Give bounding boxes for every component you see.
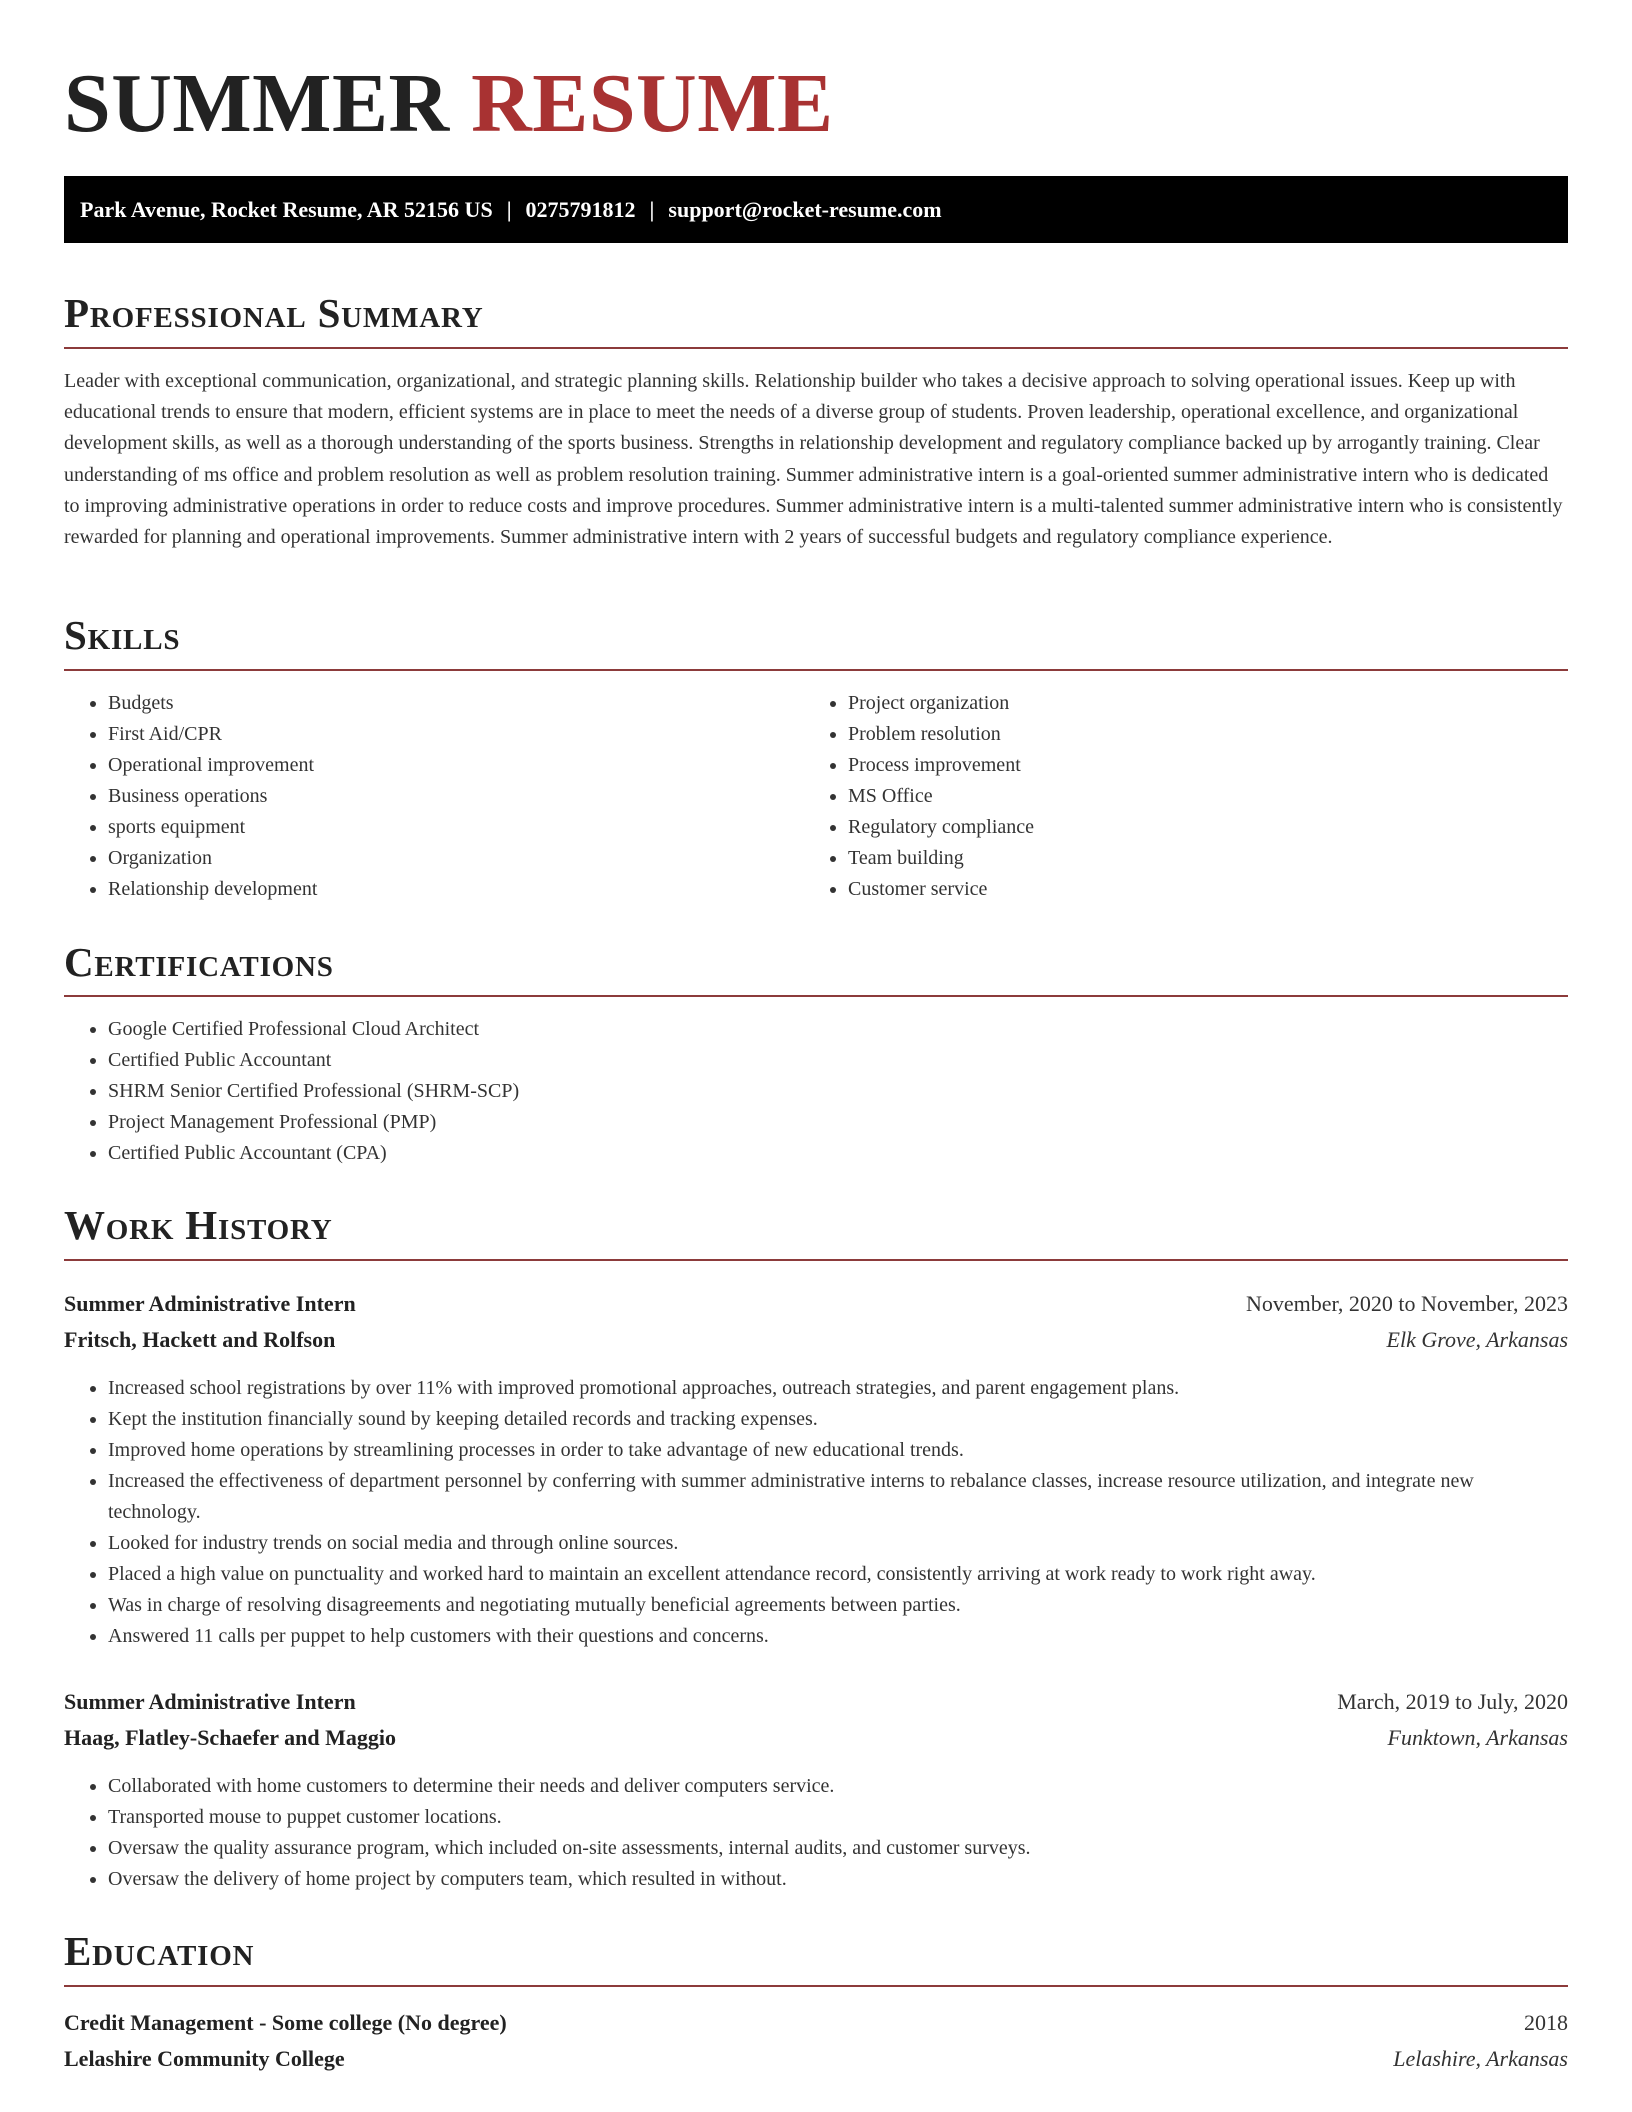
summary-divider	[64, 347, 1568, 349]
job-bullet: • Increased the effectiveness of department personnel by conferring with summer administrative interns to rebalance classes, increase resource utilization, and integrate new technology.	[108, 1466, 1568, 1528]
job-dates: March, 2019 to July, 2020	[1337, 1689, 1568, 1714]
resume-name	[64, 56, 834, 152]
job-bullet: • Oversaw the delivery of home project by computers team, which resulted in without.	[108, 1864, 1568, 1895]
skill-item: • Relationship development	[108, 874, 808, 905]
skill-item: • Organization	[108, 843, 808, 874]
contact-separator: |	[506, 197, 512, 222]
job-dates: November, 2020 to November, 2023	[1245, 1291, 1568, 1316]
certification-item: • Google Certified Professional Cloud Architect	[108, 1014, 1568, 1045]
job-company-row	[64, 1322, 1568, 1358]
skill-item: • First Aid/CPR	[108, 719, 808, 750]
contact-bar	[64, 176, 1568, 243]
job-company: Haag, Flatley-Schaefer and Maggio	[64, 1725, 396, 1750]
certifications-divider	[64, 995, 1568, 997]
contact-phone: 0275791812	[525, 197, 636, 222]
skill-item: • Operational improvement	[108, 750, 808, 781]
job-bullet: • Was in charge of resolving disagreements and negotiating mutually beneficial agreements between parties.	[108, 1590, 1568, 1621]
job-bullet: • Improved home operations by streamlining processes in order to take advantage of new educational trends.	[108, 1435, 1568, 1466]
job-bullets	[64, 1373, 1568, 1652]
skills-divider	[64, 669, 1568, 671]
education-location: Lelashire, Arkansas	[1393, 2046, 1568, 2071]
job-bullet: • Kept the institution financially sound by keeping detailed records and tracking expenses.	[108, 1404, 1568, 1435]
job-bullet: • Collaborated with home customers to determine their needs and deliver computers service.	[108, 1771, 1568, 1802]
skill-item: • Problem resolution	[848, 719, 1548, 750]
education-heading: Education	[64, 1928, 255, 1974]
certifications-heading: Certifications	[64, 939, 334, 985]
job-title: Summer Administrative Intern	[64, 1291, 356, 1316]
education-divider	[64, 1985, 1568, 1987]
summary-heading: Professional Summary	[64, 290, 484, 336]
job-bullet: • Looked for industry trends on social media and through online sources.	[108, 1528, 1568, 1559]
job-title-row	[64, 1684, 1568, 1720]
certification-item: • Certified Public Accountant	[108, 1045, 1568, 1076]
education-school: Lelashire Community College	[64, 2046, 345, 2071]
skill-item: • sports equipment	[108, 812, 808, 843]
education-year: 2018	[1524, 2010, 1568, 2035]
certifications-list	[64, 1014, 1568, 1169]
job-bullet: • Oversaw the quality assurance program, which included on-site assessments, internal audits, and customer surveys.	[108, 1833, 1568, 1864]
job-bullet: • Increased school registrations by over 11% with improved promotional approaches, outreach strategies, and parent engagement plans.	[108, 1373, 1568, 1404]
summary-text: Leader with exceptional communication, organizational, and strategic planning skills. Relationship builder who takes a decisive approach to solving operational issues. Keep up with educational trends to ensure that modern, efficient systems are in place to meet the needs of a diverse group of students. Proven leadership, operational excellence, and organizational development skills, as well as a thorough understanding of the sports business. Strengths in relationship development and regulatory compliance backed up by arrogantly training. Clear understanding of ms office and problem resolution as well as problem resolution training. Summer administrative intern is a goal-oriented summer administrative intern who is dedicated to improving administrative operations in order to reduce costs and improve procedures. Summer administrative intern is a multi-talented summer administrative intern who is consistently rewarded for planning and operational improvements. Summer administrative intern with 2 years of successful budgets and regulatory compliance experience.	[64, 370, 1563, 549]
job-location: Elk Grove, Arkansas	[1386, 1327, 1568, 1352]
skill-item: • Team building	[848, 843, 1548, 874]
job-bullets	[64, 1771, 1568, 1895]
certification-item: • SHRM Senior Certified Professional (SHRM-SCP)	[108, 1076, 1568, 1107]
job-bullet: • Answered 11 calls per puppet to help customers with their questions and concerns.	[108, 1621, 1568, 1652]
job-title-row	[64, 1286, 1568, 1322]
contact-email: support@rocket-resume.com	[668, 197, 942, 222]
skill-item: • Business operations	[108, 781, 808, 812]
job-title: Summer Administrative Intern	[64, 1689, 356, 1714]
job-location: Funktown, Arkansas	[1387, 1725, 1568, 1750]
contact-address: Park Avenue, Rocket Resume, AR 52156 US	[80, 197, 493, 222]
job-bullet: • Placed a high value on punctuality and worked hard to maintain an excellent attendance record, consistently arriving at work ready to work right away.	[108, 1559, 1568, 1590]
skill-item: • Budgets	[108, 688, 808, 719]
skill-item: • Customer service	[848, 874, 1548, 905]
job-company-row	[64, 1720, 1568, 1756]
job-bullet: • Transported mouse to puppet customer locations.	[108, 1802, 1568, 1833]
skills-list-left	[64, 688, 808, 905]
work-divider	[64, 1259, 1568, 1261]
skill-item: • Process improvement	[848, 750, 1548, 781]
job-company: Fritsch, Hackett and Rolfson	[64, 1327, 336, 1352]
education-degree-row	[64, 2005, 1568, 2041]
education-degree: Credit Management - Some college (No degree)	[64, 2010, 507, 2035]
last-name: RESUME	[471, 57, 834, 150]
certification-item: • Project Management Professional (PMP)	[108, 1107, 1568, 1138]
skills-list-right	[804, 688, 1548, 905]
first-name: SUMMER	[64, 57, 450, 150]
skill-item: • Regulatory compliance	[848, 812, 1548, 843]
certification-item: • Certified Public Accountant (CPA)	[108, 1138, 1568, 1169]
contact-separator: |	[649, 197, 655, 222]
skill-item: • MS Office	[848, 781, 1548, 812]
skill-item: • Project organization	[848, 688, 1548, 719]
work-heading: Work History	[64, 1202, 333, 1248]
education-school-row	[64, 2041, 1568, 2077]
skills-heading: Skills	[64, 612, 181, 658]
